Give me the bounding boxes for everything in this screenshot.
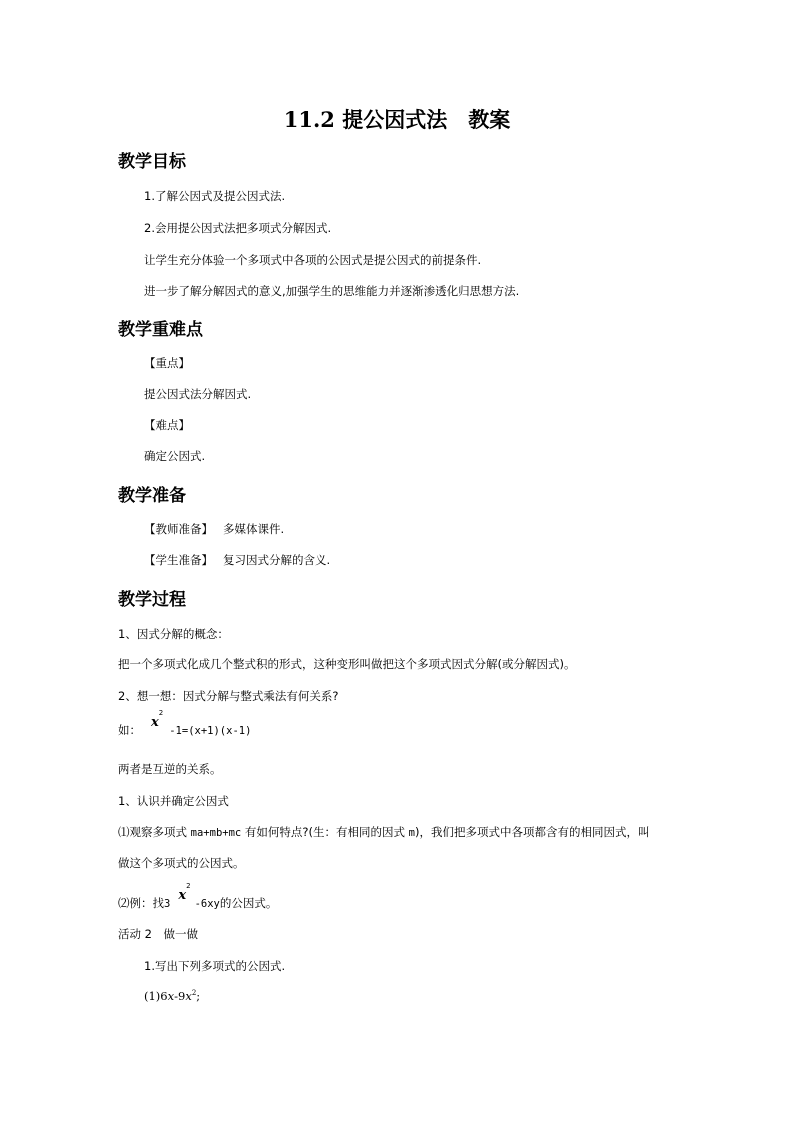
process-line: 1、因式分解的概念： bbox=[118, 627, 229, 641]
difficulty-label: 【难点】 bbox=[144, 418, 190, 432]
teacher-preparation bbox=[144, 521, 284, 537]
focus-text: 提公因式法分解因式. bbox=[144, 387, 252, 401]
heading-key-points: 教学重难点 bbox=[118, 320, 203, 340]
process-line bbox=[118, 882, 278, 911]
focus-label: 【重点】 bbox=[144, 356, 190, 370]
student-text: 复习因式分解的含义. bbox=[223, 553, 331, 567]
objective-item: 进一步了解分解因式的意义,加强学生的思维能力并逐渐渗透化归思想方法. bbox=[144, 284, 520, 298]
process-line: 两者是互逆的关系。 bbox=[118, 762, 222, 776]
text-span: ⑴观察多项式 bbox=[118, 825, 187, 839]
activity-line: 1.写出下列多项式的公因式. bbox=[144, 959, 286, 973]
text-span: )，我们把多项式中各项都含有的相同因式，叫 bbox=[414, 825, 650, 839]
process-line: 把一个多项式化成几个整式积的形式，这种变形叫做把这个多项式因式分解(或分解因式)。 bbox=[118, 657, 576, 671]
text-span: 有如何特点?(生：有相同的因式 bbox=[244, 825, 405, 839]
text-span: ⑵例：找 bbox=[118, 896, 164, 910]
example-expression: -1=(x+1)(x-1) bbox=[169, 725, 252, 737]
objective-item: 让学生充分体验一个多项式中各项的公因式是提公因式的前提条件. bbox=[144, 253, 482, 267]
process-line bbox=[118, 824, 649, 840]
activity-line bbox=[144, 989, 200, 1003]
student-label: 【学生准备】 bbox=[144, 553, 213, 567]
activity-heading: 活动 2 做一做 bbox=[118, 927, 198, 941]
teacher-text: 多媒体课件. bbox=[223, 522, 285, 536]
process-line: 2、想一想：因式分解与整式乘法有何关系? bbox=[118, 689, 339, 703]
student-preparation bbox=[144, 552, 330, 568]
heading-process: 教学过程 bbox=[118, 590, 186, 610]
teacher-label: 【教师准备】 bbox=[144, 522, 213, 536]
text-span: 的公因式。 bbox=[219, 896, 278, 910]
process-line: 做这个多项式的公因式。 bbox=[118, 856, 245, 870]
math-expression: ma+mb+mc bbox=[190, 827, 242, 839]
math-exponent: 2 bbox=[186, 882, 191, 890]
heading-preparation: 教学准备 bbox=[118, 486, 186, 506]
objective-item: 1.了解公因式及提公因式法. bbox=[144, 189, 286, 203]
math-exponent: 2 bbox=[158, 709, 164, 717]
objective-item: 2.会用提公因式法把多项式分解因式. bbox=[144, 221, 332, 235]
text-span: -9 bbox=[174, 989, 186, 1003]
example-line bbox=[118, 709, 252, 738]
process-line: 1、认识并确定公因式 bbox=[118, 794, 229, 808]
math-variable: x bbox=[151, 715, 159, 730]
math-coefficient: 3 bbox=[164, 898, 171, 910]
math-variable: m bbox=[408, 827, 415, 839]
example-prefix: 如： bbox=[118, 723, 141, 737]
text-span: ; bbox=[196, 989, 201, 1003]
math-variable: x bbox=[167, 989, 175, 1003]
math-expression: -6xy bbox=[194, 898, 220, 910]
math-variable: x bbox=[185, 989, 192, 1003]
math-variable: x bbox=[178, 888, 187, 903]
text-span: (1)6 bbox=[144, 989, 168, 1003]
math-exponent: 2 bbox=[191, 989, 197, 997]
difficulty-text: 确定公因式. bbox=[144, 449, 206, 463]
page-title: 11.2 提公因式法 教案 bbox=[283, 107, 511, 132]
heading-objectives: 教学目标 bbox=[118, 152, 186, 172]
